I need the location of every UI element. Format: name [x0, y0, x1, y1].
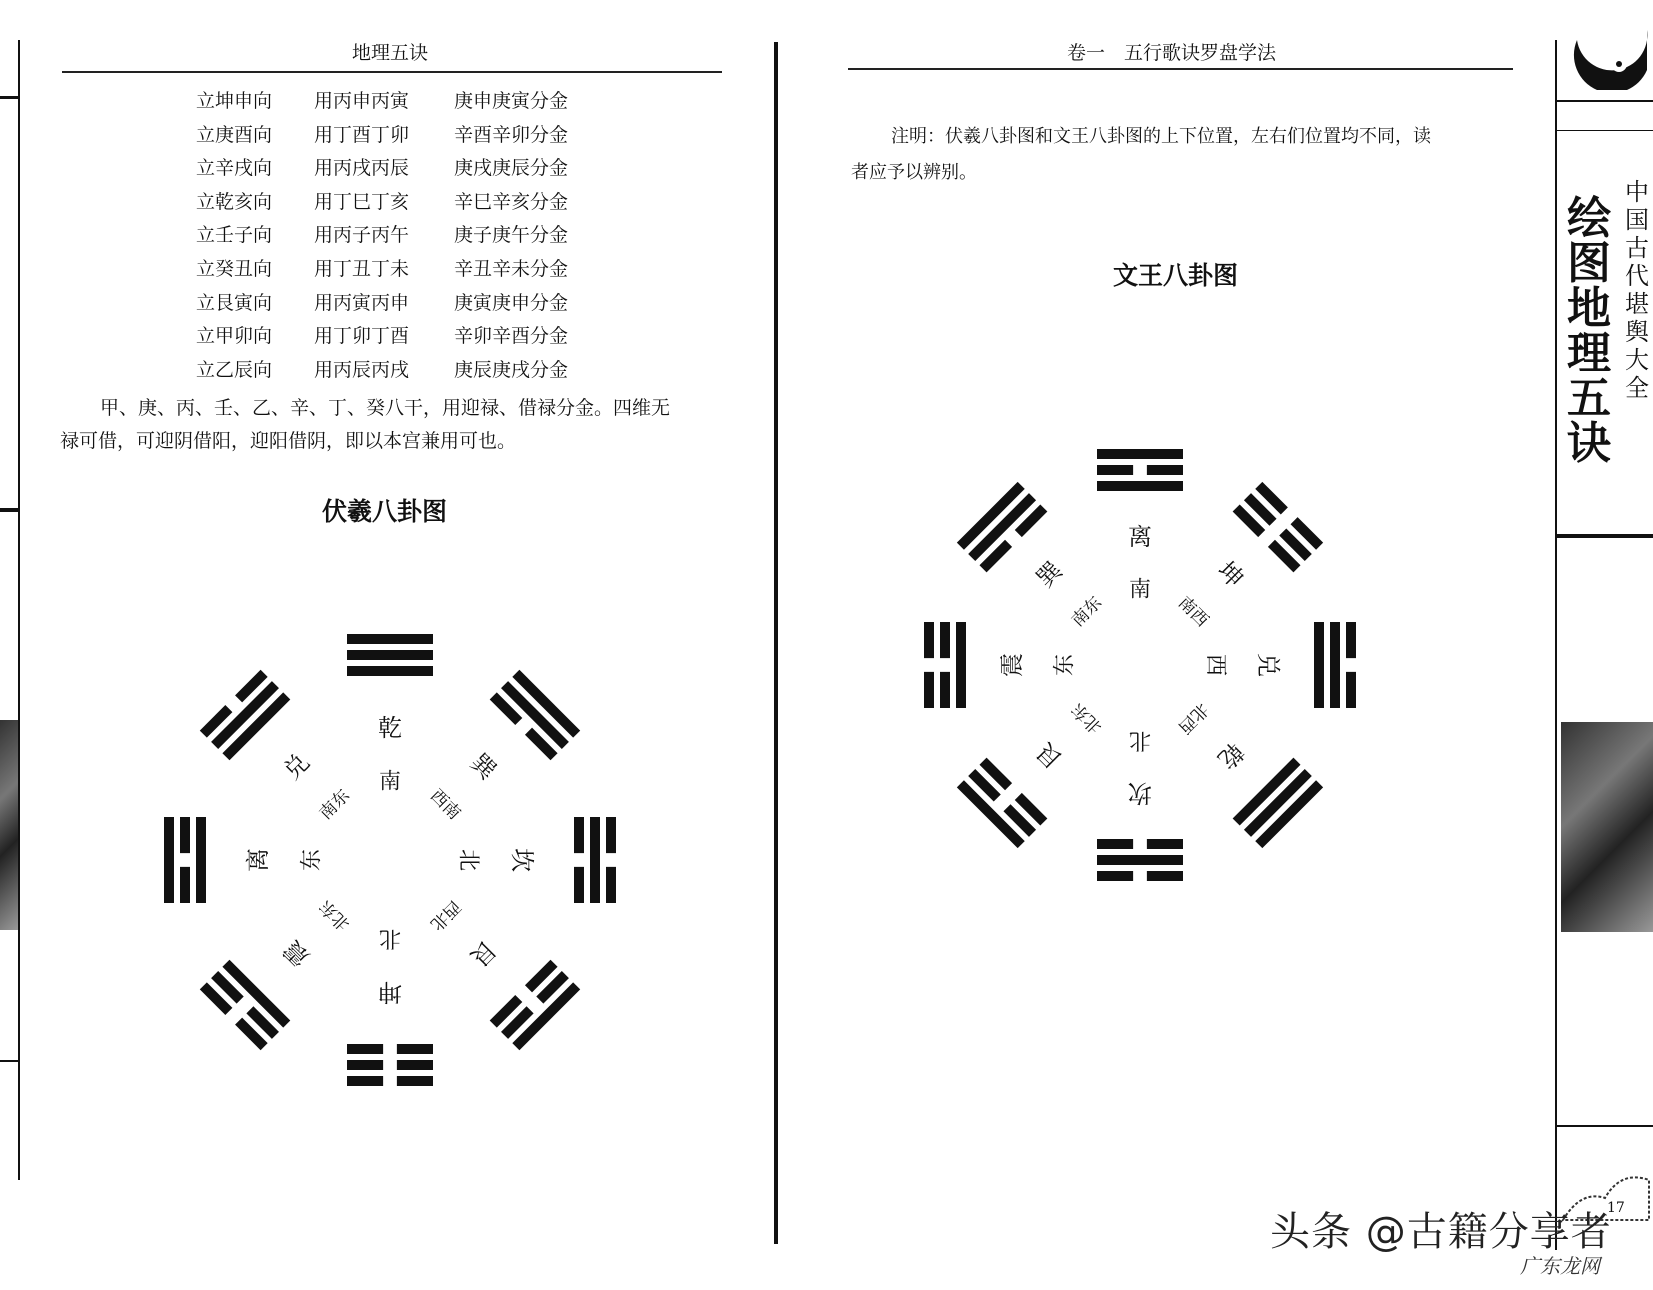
trigram-symbol	[1233, 482, 1324, 573]
yin-line	[347, 1060, 383, 1070]
spine-char: 地	[1567, 283, 1611, 334]
table-cell: 用丙申丙寅	[314, 90, 410, 112]
trigram-name-label: 坤	[1212, 556, 1249, 593]
trigram-symbol	[957, 482, 1048, 573]
spine-char: 图	[1567, 238, 1611, 289]
direction-label: 东	[299, 848, 325, 872]
table-cell: 立壬子向	[196, 224, 273, 247]
table-cell: 用丙戌丙辰	[314, 157, 410, 180]
page-header: 地理五诀	[352, 42, 429, 64]
yang-line	[1314, 622, 1324, 708]
edge-tick	[0, 508, 20, 512]
trigram-name-label: 艮	[464, 934, 502, 972]
spine-char: 古	[1625, 234, 1649, 262]
trigram-symbol	[1314, 622, 1356, 708]
yin-line	[606, 867, 616, 903]
spine-char: 绘	[1567, 193, 1611, 244]
trigram-name-label: 震	[998, 653, 1026, 677]
paragraph-line: 甲、庚、丙、壬、乙、辛、丁、癸八干，用迎禄、借禄分金。四维无	[100, 397, 671, 419]
yang-line	[1330, 622, 1340, 708]
note-line: 注明：伏羲八卦图和文王八卦图的上下位置，左右们位置均不同，读	[891, 126, 1431, 147]
table-cell: 用丁卯丁酉	[314, 325, 410, 348]
spine-char: 堪	[1625, 290, 1649, 318]
yin-line	[347, 1044, 383, 1054]
yin-line	[924, 622, 934, 658]
yang-line	[164, 817, 174, 903]
trigram-name-label: 巽	[1031, 556, 1068, 593]
header-rule	[848, 68, 1513, 70]
table-cell: 立坤申向	[196, 90, 273, 112]
yang-line	[1097, 481, 1183, 491]
right-page	[775, 0, 1653, 1290]
table-cell: 用丁丑丁未	[314, 258, 410, 280]
yin-line	[1346, 672, 1356, 708]
trigram-symbol	[347, 1044, 433, 1086]
direction-label: 南	[1128, 577, 1152, 603]
yin-line	[1147, 465, 1183, 475]
trigram-symbol	[1097, 449, 1183, 491]
fuxi-diagram-title: 伏羲八卦图	[322, 497, 448, 526]
table-cell: 立庚酉向	[196, 123, 273, 146]
spine-book-title	[1567, 193, 1617, 469]
yin-line	[1097, 839, 1133, 849]
yang-line	[1097, 855, 1183, 865]
spine-char: 五	[1567, 373, 1611, 424]
direction-label: 西南	[426, 785, 465, 824]
spine-char: 诀	[1567, 418, 1611, 469]
page-header: 卷一 五行歌诀罗盘学法	[1067, 42, 1277, 64]
spine-char: 全	[1625, 374, 1649, 402]
direction-label: 南东	[315, 785, 354, 824]
yin-line	[940, 672, 950, 708]
trigram-name-label: 乾	[378, 714, 402, 742]
yin-line	[397, 1044, 433, 1054]
yang-line	[347, 634, 433, 644]
yang-line	[196, 817, 206, 903]
table-cell: 立乾亥向	[196, 190, 273, 213]
trigram-name-label: 离	[244, 848, 272, 872]
direction-label: 北	[378, 925, 402, 951]
spine-series-title	[1625, 178, 1651, 402]
edge-image-fragment	[0, 720, 18, 930]
yang-line	[347, 650, 433, 660]
paragraph-line: 禄可借，可迎阴借阳，迎阳借阴，即以本宫兼用可也。	[60, 430, 517, 452]
trigram-symbol	[200, 960, 291, 1051]
edge-tick	[0, 1060, 20, 1062]
direction-label: 西	[1202, 653, 1228, 677]
table-cell: 辛卯辛酉分金	[454, 325, 569, 348]
fuxi-bagua-diagram	[140, 620, 640, 1100]
table-cell: 辛丑辛未分金	[454, 258, 569, 280]
trigram-symbol	[924, 622, 966, 708]
yin-line	[180, 867, 190, 903]
table-cell: 辛巳辛亥分金	[454, 190, 569, 213]
page-number: 17	[1607, 1200, 1625, 1216]
direction-label: 南	[378, 769, 402, 795]
table-cell: 庚寅庚申分金	[454, 291, 569, 314]
direction-label: 东	[1052, 653, 1078, 677]
trigram-symbol	[1097, 839, 1183, 881]
yin-yang-icon	[1569, 20, 1649, 90]
yin-line	[397, 1060, 433, 1070]
right-spine	[1555, 0, 1653, 1290]
note-line: 者应予以辨别。	[851, 162, 977, 183]
table-cell: 庚辰庚戌分金	[454, 358, 569, 381]
spine-char: 理	[1567, 328, 1611, 379]
yin-line	[574, 817, 584, 853]
table-cell: 用丙寅丙申	[314, 291, 410, 314]
direction-label: 北西	[1173, 698, 1213, 738]
spine-rule	[1555, 534, 1653, 538]
trigram-name-label: 震	[278, 934, 316, 972]
trigram-symbol	[164, 817, 206, 903]
direction-label: 北	[455, 848, 481, 872]
yang-line	[347, 666, 433, 676]
spine-char: 舆	[1625, 318, 1649, 346]
trigram-name-label: 兑	[1254, 653, 1282, 677]
trigram-name-label: 乾	[1212, 737, 1249, 774]
spine-figure-image	[1561, 722, 1653, 932]
direction-label: 北东	[315, 896, 354, 935]
spine-char: 国	[1625, 206, 1649, 234]
spine-rule	[1555, 130, 1653, 131]
spine-char: 代	[1625, 262, 1649, 290]
yin-line	[1147, 839, 1183, 849]
yin-line	[606, 817, 616, 853]
yin-line	[1097, 871, 1133, 881]
yin-line	[574, 867, 584, 903]
spine-rule	[1555, 100, 1653, 102]
table-cell: 辛酉辛卯分金	[454, 123, 569, 146]
yin-line	[180, 817, 190, 853]
direction-label: 南西	[1173, 592, 1213, 632]
watermark-corner-text: 广东龙网	[1520, 1254, 1600, 1278]
left-page	[0, 0, 775, 1290]
watermark-text: 头条 @古籍分享者	[1270, 1209, 1612, 1255]
direction-label: 西北	[426, 896, 465, 935]
table-cell: 立辛戌向	[196, 157, 273, 180]
table-cell: 立甲卯向	[196, 325, 273, 348]
trigram-name-label: 坤	[378, 978, 402, 1006]
spine-char: 大	[1625, 346, 1649, 374]
yang-line	[1097, 449, 1183, 459]
table-cell: 用丁酉丁卯	[314, 123, 410, 146]
yang-line	[590, 817, 600, 903]
wenwang-bagua-diagram	[900, 420, 1380, 900]
spine-line	[1555, 40, 1557, 1250]
trigram-symbol	[574, 817, 616, 903]
trigram-name-label: 巽	[464, 748, 502, 786]
trigram-symbol	[1233, 758, 1324, 849]
yin-line	[397, 1076, 433, 1086]
table-cell: 庚子庚午分金	[454, 224, 569, 247]
yin-line	[924, 672, 934, 708]
trigram-symbol	[490, 670, 581, 761]
trigram-name-label: 离	[1128, 523, 1152, 551]
table-cell: 用丁巳丁亥	[314, 190, 410, 213]
trigram-symbol	[490, 960, 581, 1051]
yin-line	[1147, 871, 1183, 881]
edge-line	[18, 40, 20, 1180]
trigram-name-label: 坎	[1128, 779, 1152, 807]
trigram-symbol	[957, 758, 1048, 849]
trigram-symbol	[200, 670, 291, 761]
trigram-name-label: 坎	[508, 848, 536, 872]
table-cell: 用丙子丙午	[314, 224, 410, 247]
table-cell: 立艮寅向	[196, 291, 273, 314]
yin-line	[1097, 465, 1133, 475]
trigram-name-label: 艮	[1031, 737, 1068, 774]
table-cell: 用丙辰丙戌	[314, 358, 410, 381]
yin-line	[1346, 622, 1356, 658]
edge-tick	[0, 96, 20, 99]
direction-label: 南东	[1067, 592, 1107, 632]
left-edge-strip	[0, 0, 22, 1290]
table-cell: 庚戌庚辰分金	[454, 157, 569, 180]
yang-line	[956, 622, 966, 708]
wenwang-diagram-title: 文王八卦图	[1113, 261, 1239, 290]
table-cell: 庚申庚寅分金	[454, 90, 569, 112]
spine-rule	[1555, 1125, 1653, 1127]
yin-line	[347, 1076, 383, 1086]
direction-label: 北东	[1067, 698, 1107, 738]
direction-label: 北	[1128, 727, 1152, 753]
trigram-name-label: 兑	[278, 748, 316, 786]
trigram-symbol	[347, 634, 433, 676]
spine-char: 中	[1625, 178, 1649, 206]
yin-line	[940, 622, 950, 658]
table-cell: 立癸丑向	[196, 258, 273, 280]
table-cell: 立乙辰向	[196, 358, 273, 381]
header-rule	[62, 71, 722, 73]
